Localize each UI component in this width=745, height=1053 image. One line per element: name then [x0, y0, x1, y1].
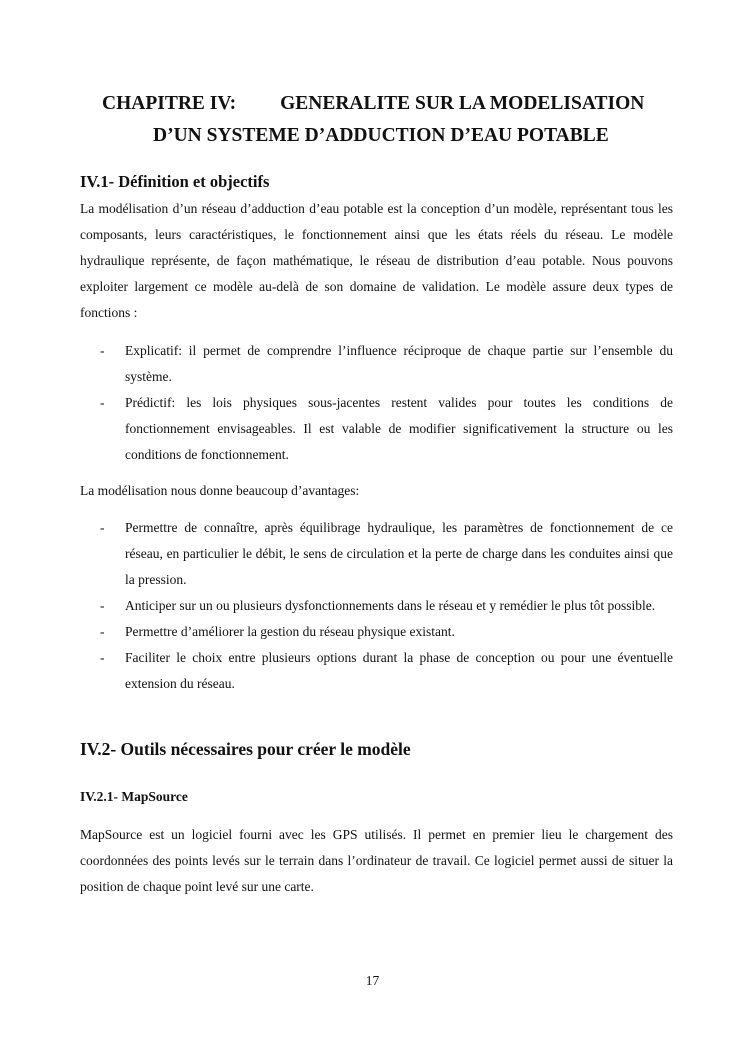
list-item: - Prédictif: les lois physiques sous-jacentes restent valides pour toutes les conditions de fonctionnement envisageables. Il est valable de modifier significativement la structure ou les conditions de fonctionnement.	[80, 390, 673, 468]
list-item: - Anticiper sur un ou plusieurs dysfonctionnements dans le réseau et y remédier le plus tôt possible.	[80, 593, 673, 619]
list-item: - Permettre d’améliorer la gestion du réseau physique existant.	[80, 619, 673, 645]
bullet-dash: -	[100, 624, 105, 639]
bullet-dash: -	[100, 520, 105, 535]
section-heading-1: IV.1- Définition et objectifs	[80, 172, 270, 191]
list-item: - Faciliter le choix entre plusieurs options durant la phase de conception ou pour une éventuelle extension du réseau.	[80, 645, 673, 697]
functions-list	[80, 338, 673, 468]
chapter-title-line2: D’UN SYSTEME D’ADDUCTION D’EAU POTABLE	[153, 125, 609, 146]
list-item: - Explicatif: il permet de comprendre l’influence réciproque de chaque partie sur l’ensemble du système.	[80, 338, 673, 390]
chapter-title	[80, 88, 674, 152]
section-heading-2: IV.2- Outils nécessaires pour créer le modèle	[80, 739, 411, 759]
chapter-title-line1: GENERALITE SUR LA MODELISATION	[280, 93, 645, 114]
list-item: - Permettre de connaître, après équilibrage hydraulique, les paramètres de fonctionnement de ce réseau, en particulier le débit, le sens de circulation et la perte de charge dans les conduites ainsi que la pression.	[80, 515, 673, 593]
chapter-label: CHAPITRE IV:	[102, 93, 237, 114]
bullet-dash: -	[100, 650, 105, 665]
subsection-heading-mapsource: IV.2.1- MapSource	[80, 789, 188, 804]
bullet-dash: -	[100, 395, 105, 410]
advantages-list	[80, 515, 673, 697]
advantages-intro: La modélisation nous donne beaucoup d’avantages:	[80, 483, 360, 498]
bullet-dash: -	[100, 343, 105, 358]
bullet-dash: -	[100, 598, 105, 613]
page-number: 17	[365, 973, 380, 988]
section-1-intro-paragraph: La modélisation d’un réseau d’adduction d’eau potable est la conception d’un modèle, représentant tous les composants, leurs caractéristiques, le fonctionnement ainsi que les états réels du réseau. Le modèle hydraulique représente, de façon mathématique, le réseau de distribution d’eau potable. Nous pouvons exploiter largement ce modèle au-delà de son domaine de validation. Le modèle assure deux types de fonctions :	[80, 201, 673, 320]
mapsource-paragraph: MapSource est un logiciel fourni avec les GPS utilisés. Il permet en premier lieu le chargement des coordonnées des points levés sur le terrain dans l’ordinateur de travail. Ce logiciel permet aussi de situer la position de chaque point levé sur une carte.	[80, 827, 673, 894]
